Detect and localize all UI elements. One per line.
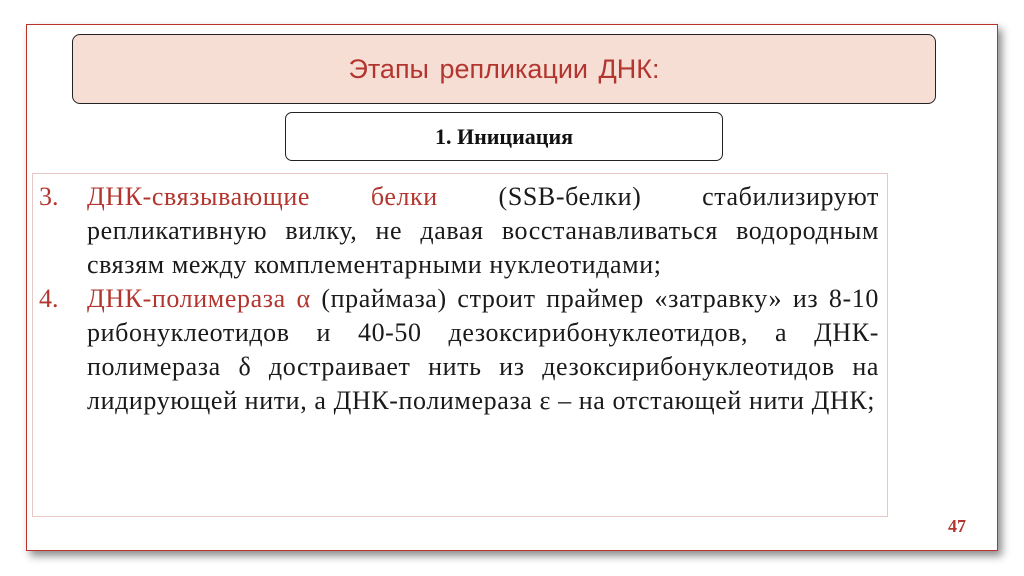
list-item-rest: (SSB-белки) стабилизируют репликативную вилку, не давая восстанавливаться водородным связям между комплементарными нуклеотидами; — [87, 182, 879, 279]
slide-title — [72, 34, 936, 104]
list-item-number: 4. — [39, 284, 59, 313]
list-item-highlight: ДНК-связывающие белки — [87, 182, 438, 211]
list-item — [33, 180, 887, 282]
list-item-rest: (праймаза) строит праймер «затравку» из 8-10 рибонуклеотидов и 40-50 дезоксирибонуклеотидов, а ДНК-полимераза δ достраивает нить из дезоксирибонуклеотидов на лидирующей нити, а ДНК-полимераза ε – на отстающей нити ДНК; — [87, 284, 879, 415]
stage-label-text: 1. Инициация — [434, 123, 574, 149]
slide-title-text: Этапы репликации ДНК: — [348, 53, 660, 84]
stage-label — [285, 112, 723, 161]
page-number: 47 — [948, 516, 966, 536]
content-box — [32, 173, 888, 517]
list-item-text — [87, 282, 879, 418]
list-item-number: 3. — [39, 182, 59, 211]
list-item — [33, 282, 887, 418]
list-item-text — [87, 180, 879, 282]
numbered-list — [33, 180, 887, 418]
list-item-highlight: ДНК-полимераза α — [87, 284, 311, 313]
